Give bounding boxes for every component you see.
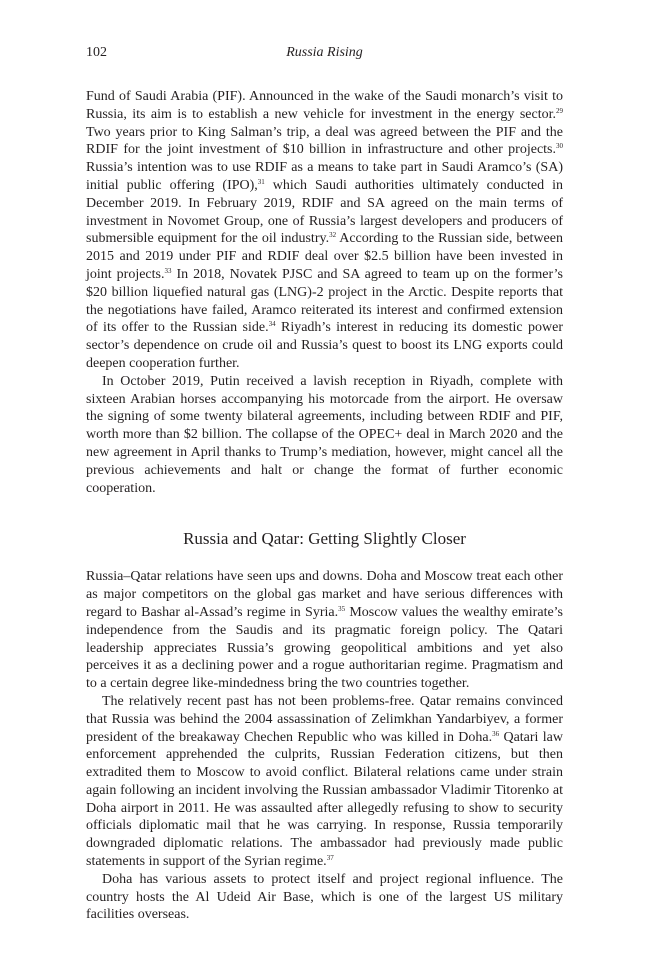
running-head bbox=[86, 45, 563, 65]
section-heading: Russia and Qatar: Getting Slightly Closer bbox=[183, 529, 466, 549]
footnote-ref: 35 bbox=[338, 604, 346, 613]
footnote-ref: 33 bbox=[164, 266, 172, 275]
footnote-ref: 37 bbox=[326, 854, 334, 863]
footnote-ref: 30 bbox=[556, 142, 563, 151]
paragraph: In October 2019, Putin received a lavish reception in Riyadh, complete with sixteen Arabian horses accompanying his motorcade from the airport. He oversaw the signing of some twenty bilateral agreements, including between RDIF and PIF, worth more than $2 billion. The collapse of the OPEC+ deal in March 2020 and the new agreement in April thanks to Trump’s mediation, however, might cancel all the previous achievements and halt or change the format of further economic cooperation. bbox=[86, 373, 563, 496]
body-text bbox=[86, 88, 563, 924]
paragraph: Russia–Qatar relations have seen ups and downs. Doha and Moscow treat each other as major competitors on the global gas market and have serious differences with regard to Bashar al-Assad’s regime in Syria.$^{35}$ Moscow values the wealthy emirate’s independence from the Saudis and its pragmatic foreign policy. The Qatari leadership appreciates Russia’s growing geopolitical ambitions and yet also perceives it as a declining power and a rogue authoritarian regime. Pragmatism and to a certain degree like-mindedness bring the two countries together. bbox=[86, 569, 564, 692]
footnote-ref: 36 bbox=[492, 729, 500, 738]
page-number: 102 bbox=[86, 45, 107, 60]
paragraph: Doha has various assets to protect itself and project regional influence. The country hosts the Al Udeid Air Base, which is one of the largest US military facilities overseas. bbox=[86, 871, 563, 923]
footnote-ref: 32 bbox=[329, 231, 337, 240]
paragraph: Fund of Saudi Arabia (PIF). Announced in the wake of the Saudi monarch’s visit to Russia, its aim is to establish a new vehicle for investment in the energy sector.$^{29}$ Two years prior to King Salman’s trip, a deal was agreed between the PIF and the RDIF for the joint investment of $10 billion in infrastructure and other projects.$^{30}$ Russia’s intention was to use RDIF as a means to take part in Saudi Aramco’s (SA) initial public offering (IPO),$^{31}$ which Saudi authorities ultimately conducted in December 2019. In February 2019, RDIF and SA agreed on the main terms of investment in Novomet Group, one of Russia’s largest developers and producers of submersible equipment for the oil industry.$^{32}$ According to the Russian side, between 2015 and 2019 under PIF and RDIF deal over $2.5 billion have been invested in joint projects.$^{33}$ In 2018, Novatek PJSC and SA agreed to team up on the former’s $20 billion liquefied natural gas (LNG)-2 project in the Arctic. Despite reports that the negotiations have failed, Aramco reiterated its interest and confirmed extension of its offer to the Russian side.$^{34}$ Riyadh’s interest in reducing its domestic power sector’s dependence on crude oil and Russia’s quest to boost its LNG exports could deepen cooperation further. bbox=[86, 89, 564, 371]
book-title: Russia Rising bbox=[286, 45, 363, 60]
paragraph: The relatively recent past has not been problems-free. Qatar remains convinced that Russia was behind the 2004 assassination of Zelimkhan Yandarbiyev, a former president of the breakaway Chechen Republic who was killed in Doha.$^{36}$ Qatari law enforcement apprehended the culprits, Russian Federation citizens, but then extradited them to Moscow to avoid conflict. Bilateral relations came under strain again following an incident involving the Russian ambassador Vladimir Titorenko at Doha airport in 2011. He was assaulted after allegedly refusing to show to security officials diplomatic mail that he was carrying. In response, Russia temporarily downgraded diplomatic relations. The ambassador had previously made public statements in support of the Syrian regime.$^{37}$ bbox=[86, 693, 563, 870]
footnote-ref: 29 bbox=[556, 106, 563, 115]
footnote-ref: 31 bbox=[257, 177, 265, 186]
footnote-ref: 34 bbox=[268, 320, 276, 329]
